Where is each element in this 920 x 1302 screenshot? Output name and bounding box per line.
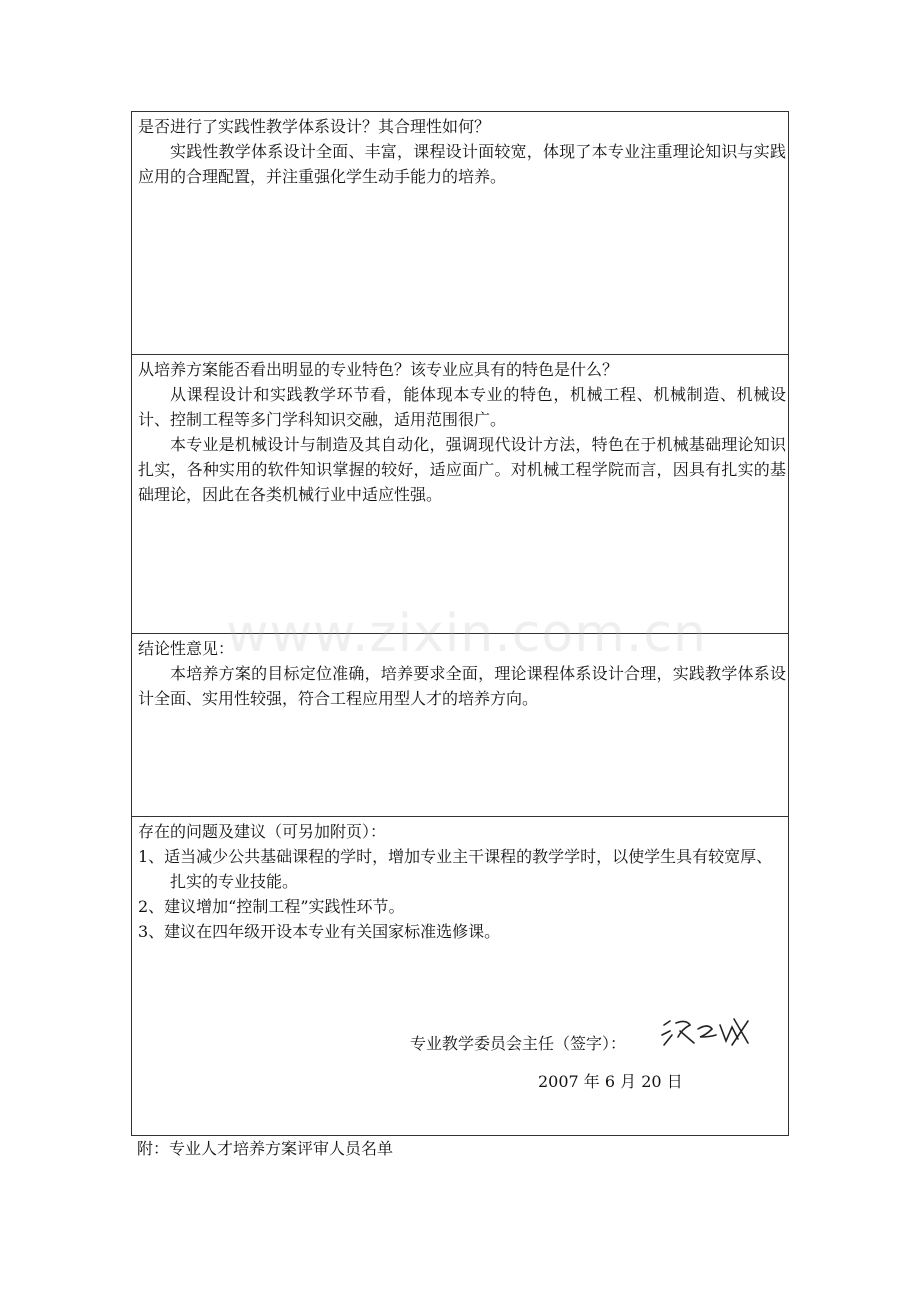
appendix-note: 附：专业人才培养方案评审人员名单 — [137, 1139, 394, 1158]
review-form-table — [131, 111, 789, 1136]
section-question: 是否进行了实践性教学体系设计？其合理性如何？ — [138, 117, 491, 136]
section-question: 从培养方案能否看出明显的专业特色？该专业应具有的特色是什么？ — [138, 360, 619, 379]
section-answer: 本培养方案的目标定位准确，培养要求全面，理论课程体系设计合理，实践教学体系设计全面、实用性较强，符合工程应用型人才的培养方向。 — [138, 664, 786, 708]
section-answer: 从课程设计和实践教学环节看，能体现本专业的特色，机械工程、机械制造、机械设计、控制工程等多门学科知识交融，适用范围很广。 — [138, 385, 786, 429]
section-question: 存在的问题及建议（可另加附页）： — [138, 822, 387, 841]
section-conclusion — [132, 634, 788, 817]
signature-label: 专业教学委员会主任（签字）： — [410, 1034, 627, 1053]
signature-date: 2007 年 6 月 20 日 — [538, 1072, 683, 1091]
handwritten-signature — [660, 1015, 750, 1047]
watermark: www.zixin.com.cn — [226, 604, 707, 664]
suggestion-item: 3、建议在四年级开设本专业有关国家标准选修课。 — [138, 922, 501, 941]
section-major-features — [132, 355, 788, 634]
section-practice-design — [132, 112, 788, 355]
section-question: 结论性意见： — [138, 639, 235, 658]
suggestion-item: 2、建议增加“控制工程”实践性环节。 — [138, 897, 405, 916]
suggestion-item: 1、适当减少公共基础课程的学时，增加专业主干课程的教学学时，以使学生具有较宽厚、扎实的专业技能。 — [138, 847, 773, 891]
section-answer: 本专业是机械设计与制造及其自动化，强调现代设计方法，特色在于机械基础理论知识扎实，各种实用的软件知识掌握的较好，适应面广。对机械工程学院而言，因具有扎实的基础理论，因此在各类机械行业中适应性强。 — [138, 435, 786, 504]
section-answer: 实践性教学体系设计全面、丰富，课程设计面较宽，体现了本专业注重理论知识与实践应用的合理配置，并注重强化学生动手能力的培养。 — [138, 142, 786, 186]
section-problems-suggestions — [132, 817, 788, 1135]
